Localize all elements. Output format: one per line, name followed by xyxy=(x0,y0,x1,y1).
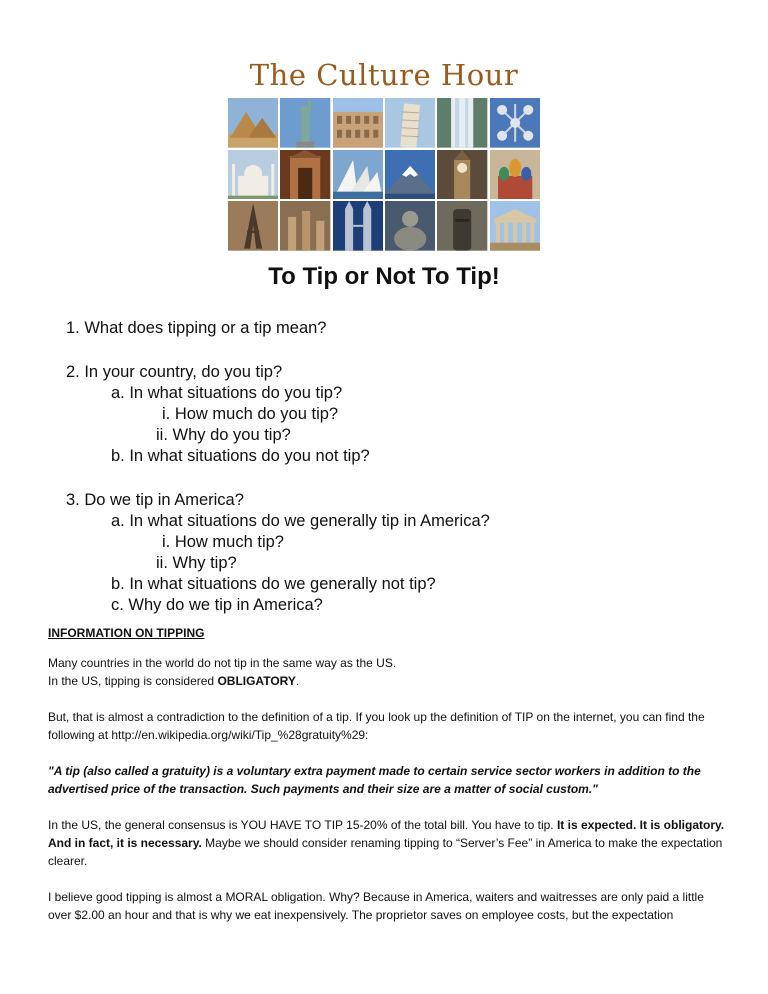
info-paragraph-2: But, that is almost a contradiction to the definition of a tip. If you look up the definition of TIP on the internet, you can find the following at http://en.wikipedia.org/wiki/Tip_%28gratuity%29: xyxy=(48,710,705,742)
question-3a-i: i. How much tip? xyxy=(162,533,284,551)
question-3b: b. In what situations do we generally not tip? xyxy=(111,575,436,593)
statue-of-liberty-image xyxy=(280,98,330,148)
header-title: The Culture Hour xyxy=(249,58,519,92)
taj-mahal-image xyxy=(228,150,278,200)
colosseum-image xyxy=(333,98,383,148)
question-2: 2. In your country, do you tip? xyxy=(66,363,283,381)
atomium-image xyxy=(490,98,540,148)
info-p3-text-end: Maybe we should consider renaming tipping to “Server’s Fee” in America to make the expectation clearer. xyxy=(48,836,723,868)
parthenon-image xyxy=(490,201,540,251)
mount-fuji-image xyxy=(385,150,435,200)
waterfall-image xyxy=(437,98,487,148)
temple-image xyxy=(280,150,330,200)
question-3c: c. Why do we tip in America? xyxy=(111,596,323,614)
question-3a: a. In what situations do we generally tip in America? xyxy=(111,512,490,530)
eiffel-tower-image xyxy=(228,201,278,251)
obligatory-emphasis: OBLIGATORY xyxy=(217,674,296,688)
petronas-towers-image xyxy=(333,201,383,251)
question-2a-i: i. How much do you tip? xyxy=(162,405,339,423)
pyramids-image xyxy=(228,98,278,148)
info-paragraph-3 xyxy=(48,816,728,870)
tip-definition-quote: "A tip (also called a gratuity) is a voluntary extra payment made to certain service sector workers in addition to the advertised price of the transaction. Such payments and their size are a matter of social custom." xyxy=(48,764,701,796)
info-p1-line2-text: In the US, tipping is considered xyxy=(48,674,218,688)
info-p1-line1: Many countries in the world do not tip in the same way as the US. xyxy=(48,656,397,670)
ruins-image xyxy=(280,201,330,251)
info-paragraph-4: I believe good tipping is almost a MORAL obligation. Why? Because in America, waiters and waitresses are only paid a little over $2.00 an hour and that is why we eat inexpensively. The proprietor saves on employee costs, but the expectation xyxy=(48,890,704,922)
moai-image xyxy=(437,201,487,251)
info-p1-line2 xyxy=(48,672,728,690)
sydney-opera-image xyxy=(333,150,383,200)
info-paragraph-1 xyxy=(48,654,728,690)
question-3: 3. Do we tip in America? xyxy=(66,491,244,509)
big-ben-image xyxy=(437,150,487,200)
info-p3-emphasis: It is expected. It is obligatory. And in fact, it is necessary. xyxy=(48,818,725,850)
document-title: To Tip or Not To Tip! xyxy=(268,263,500,290)
question-3a-ii: ii. Why tip? xyxy=(156,554,237,572)
info-p1-line2-end: . xyxy=(295,674,300,688)
landmarks-collage xyxy=(228,98,540,251)
leaning-tower-image xyxy=(385,98,435,148)
buddha-image xyxy=(385,201,435,251)
question-2a: a. In what situations do you tip? xyxy=(111,384,343,402)
st-basil-image xyxy=(490,150,540,200)
info-p3-text: In the US, the general consensus is YOU HAVE TO TIP 15-20% of the total bill. You have to tip. xyxy=(48,818,557,832)
question-2a-ii: ii. Why do you tip? xyxy=(156,426,291,444)
question-2b: b. In what situations do you not tip? xyxy=(111,447,370,465)
question-1: 1. What does tipping or a tip mean? xyxy=(66,319,327,337)
info-heading: INFORMATION ON TIPPING xyxy=(48,626,205,640)
